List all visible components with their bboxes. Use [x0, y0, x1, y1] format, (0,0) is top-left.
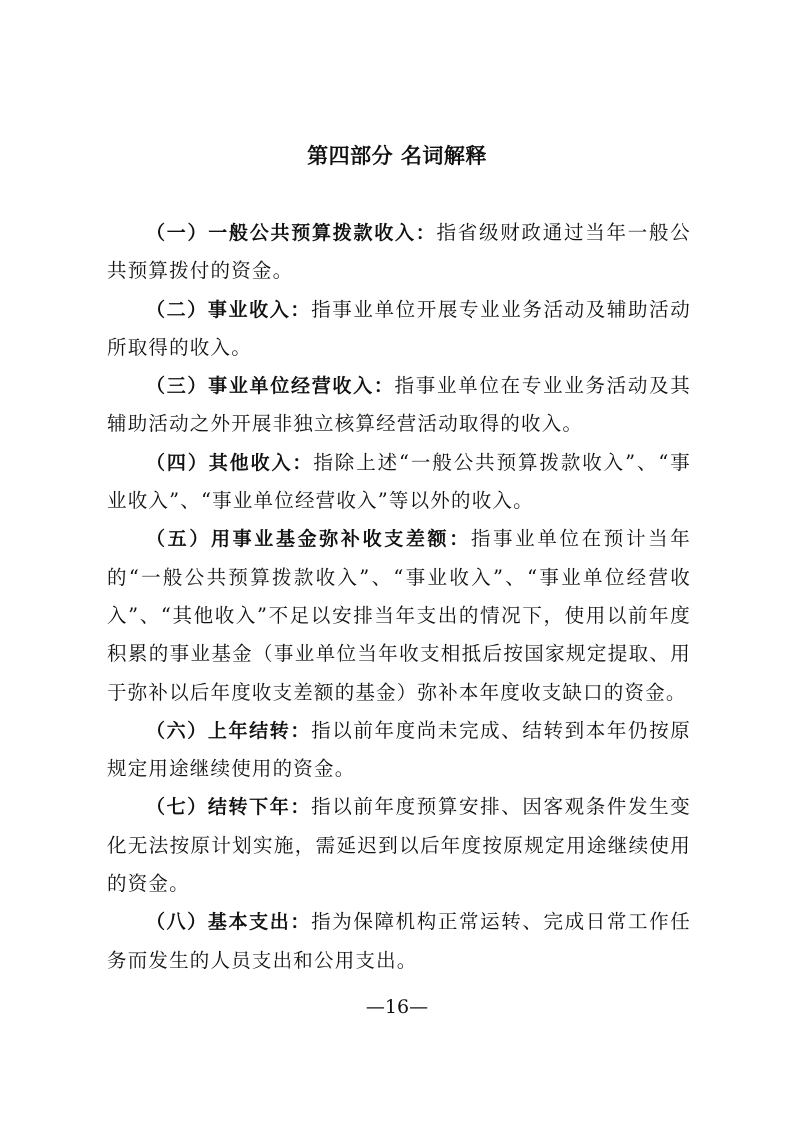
- glossary-entry: [107, 712, 691, 789]
- glossary-term: （七）结转下年：: [146, 796, 312, 819]
- glossary-definition: 指以前年度尚未完成、结转到本年仍按原规定用途继续使用的资金。: [107, 718, 691, 781]
- glossary-entry: [107, 788, 691, 903]
- glossary-definition: 指为保障机构正常运转、完成日常工作任务而发生的人员支出和公用支出。: [107, 910, 691, 972]
- glossary-term: （六）上年结转：: [146, 719, 312, 742]
- glossary-term: （八）基本支出：: [146, 911, 312, 934]
- glossary-entry: [107, 214, 691, 291]
- glossary-body: [107, 214, 691, 980]
- glossary-term: （二）事业收入：: [146, 298, 312, 321]
- glossary-definition: 指省级财政通过当年一般公共预算拨付的资金。: [107, 221, 691, 283]
- glossary-entry: [107, 291, 691, 368]
- glossary-entry: [107, 444, 691, 521]
- glossary-term: （一）一般公共预算拨款收入：: [146, 222, 437, 244]
- glossary-term: （三）事业单位经营收入：: [146, 375, 395, 398]
- glossary-definition: 指事业单位开展专业业务活动及辅助活动所取得的收入。: [107, 297, 691, 359]
- glossary-term: （四）其他收入：: [146, 451, 314, 474]
- page-title: 第四部分 名词解释: [307, 144, 487, 168]
- glossary-definition: 指事业单位在预计当年的“一般公共预算拨款收入”、“事业收入”、“事业单位经营收入”、“其他收入”不足以安排当年支出的情况下，使用以前年度积累的事业基金（事业单位当年收支相抵后按国家规定提取、用于弥补以后年度收支差额的基金）弥补本年度收支缺口的资金。: [107, 527, 691, 704]
- glossary-term: （五）用事业基金弥补收支差额：: [146, 528, 471, 551]
- glossary-definition: 指以前年度预算安排、因客观条件发生变化无法按原计划实施，需延迟到以后年度按原规定用途继续使用的资金。: [107, 795, 691, 896]
- glossary-definition: 指事业单位在专业业务活动及其辅助活动之外开展非独立核算经营活动取得的收入。: [107, 374, 691, 436]
- page-number: —16—: [365, 996, 429, 1018]
- glossary-entry: [107, 367, 691, 444]
- glossary-definition: 指除上述“一般公共预算拨款收入”、“事业收入”、“事业单位经营收入”等以外的收入。: [107, 450, 691, 513]
- glossary-entry: [107, 903, 691, 980]
- glossary-entry: [107, 520, 691, 711]
